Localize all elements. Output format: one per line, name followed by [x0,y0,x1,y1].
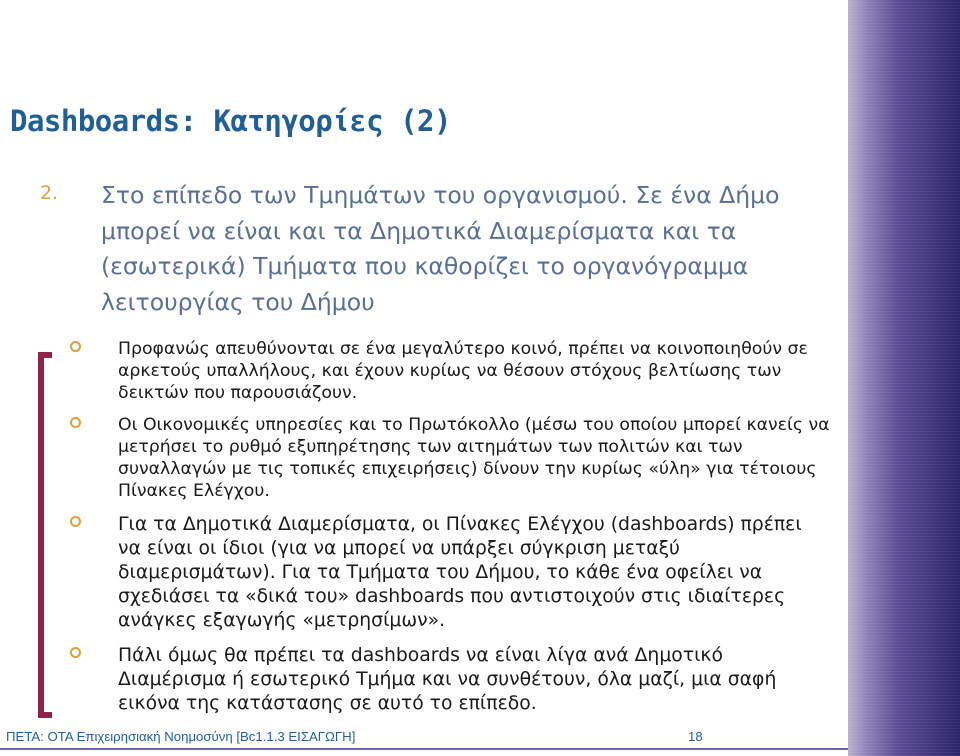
slide-footer [0,729,848,749]
hollow-circle-bullet-icon [70,647,81,658]
bracket-bottom-decoration [38,678,52,718]
sub-item-text: Οι Οικονομικές υπηρεσίες και το Πρωτόκολλο (μέσω του οποίου μπορεί κανείς να μετρήσει το ρυθμό εξυπηρέτησης των αιτημάτων των πολιτών και των συναλλαγών με τις τοπικές επιχειρήσεις) δίνουν την κυρίως «ύλη» για τέτοιους Πίνακες Ελέγχου. [118,415,830,501]
hollow-circle-bullet-icon [70,341,81,352]
sub-list-item [70,513,830,633]
decorative-side-band [848,0,960,756]
main-item-text: Στο επίπεδο των Τμημάτων του οργανισμού. Σε ένα Δήμο μπορεί να είναι και τα Δημοτικά Διαμερίσματα και τα (εσωτερικά) Τμήματα που καθορίζει το οργανόγραμμα λειτουργίας του Δήμου [101,181,780,316]
main-item-number: 2. [40,182,59,204]
sub-item-text: Για τα Δημοτικά Διαμερίσματα, οι Πίνακες Ελέγχου (dashboards) πρέπει να είναι οι ίδιοι (για να μπορεί να υπάρξει σύγκριση μεταξύ διαμερισμάτων). Για τα Τμήματα του Δήμου, το κάθε ένα οφείλει να σχεδιάσει τα «δικά του» dashboards που αντιστοιχούν στις ιδιαίτερες ανάγκες εξαγωγής «μετρησίμων». [118,514,802,631]
slide-title: Dashboards: Κατηγορίες (2) [10,104,451,138]
bracket-side-decoration [38,380,52,678]
sub-item-text: Πάλι όμως θα πρέπει τα dashboards να είναι λίγα ανά Δημοτικό Διαμέρισμα ή εσωτερικό Τμήμα και να συνθέτουν, όλα μαζί, μια σαφή εικόνα της κατάστασης σε αυτό το επίπεδο. [118,645,777,714]
sub-list-item [70,338,830,404]
sub-item-text: Προφανώς απευθύνονται σε ένα μεγαλύτερο κοινό, πρέπει να κοινοποιηθούν σε αρκετούς υπαλλήλους, και έχουν κυρίως να θέσουν στόχους βελτίωσης των δεικτών που παρουσιάζουν. [118,339,808,403]
page-number: 18 [688,729,703,744]
hollow-circle-bullet-icon [70,417,81,428]
sub-bullet-list [70,338,830,716]
sub-list-item [70,644,830,716]
sub-list-item [70,414,830,502]
footer-divider [0,748,848,750]
hollow-circle-bullet-icon [70,516,81,527]
footer-course-title: ΠΕΤΑ: ΟΤΑ Επιχειρησιακή Νοημοσύνη [Βc1.1.3 ΕΙΣΑΓΩΓΗ] [6,729,356,744]
